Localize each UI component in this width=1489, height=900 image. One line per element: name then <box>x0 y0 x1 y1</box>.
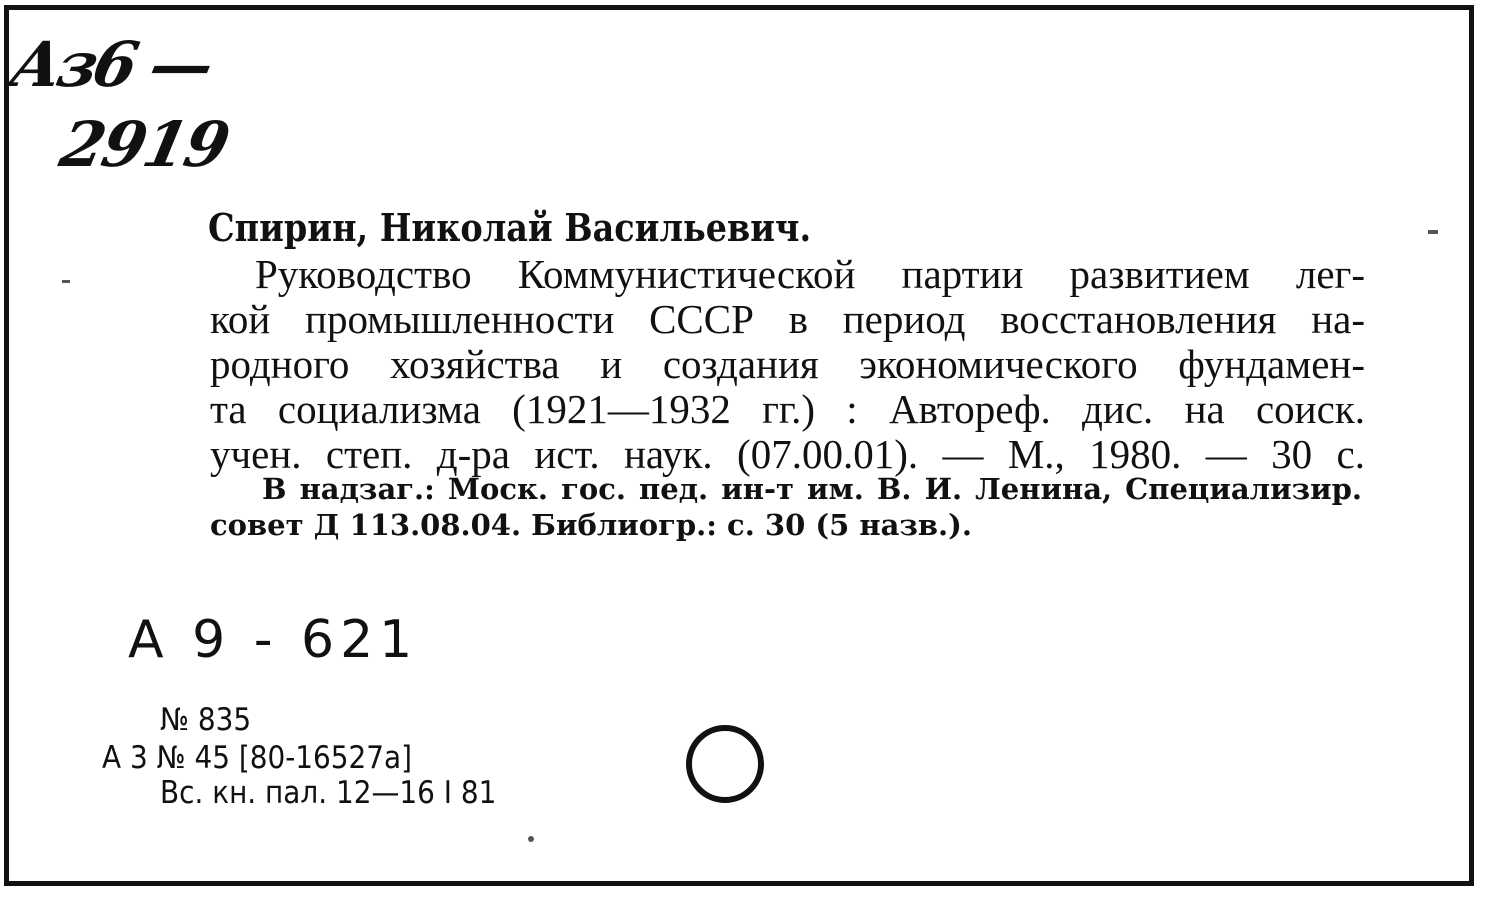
note-line: В надзаг.: Моск. гос. пед. ин-т им. В. И. Ленина, Специализир. <box>262 472 1362 506</box>
handwritten-shelf-number: 2919 <box>54 108 235 181</box>
handwritten-inventory-number: А 9 - 621 <box>128 610 419 670</box>
speck <box>62 280 70 283</box>
description-line: учен. степ. д-ра ист. наук. (07.00.01). — М., 1980. — 30 с. <box>210 431 1365 477</box>
speck <box>528 836 534 842</box>
author-heading: Спирин, Николай Васильевич. <box>208 205 812 250</box>
card-number: № 835 <box>160 702 252 738</box>
description-line: та социализма (1921—1932 гг.) : Автореф. дис. на соиск. <box>210 386 1365 432</box>
chamber-imprint: Вс. кн. пал. 12—16 I 81 <box>160 775 497 811</box>
punch-hole-circle <box>686 725 764 803</box>
description-line: родного хозяйства и создания экономического фундамен- <box>210 341 1365 387</box>
handwritten-shelf-mark: Аз6 — <box>4 28 217 101</box>
description-line: Руководство Коммунистической партии развитием лег- <box>255 251 1365 297</box>
registration-number: А 3 № 45 [80-16527а] <box>102 740 413 776</box>
note-line: совет Д 113.08.04. Библиогр.: с. 30 (5 назв.). <box>210 508 972 542</box>
speck <box>1428 230 1438 234</box>
description-line: кой промышленности СССР в период восстановления на- <box>210 296 1365 342</box>
